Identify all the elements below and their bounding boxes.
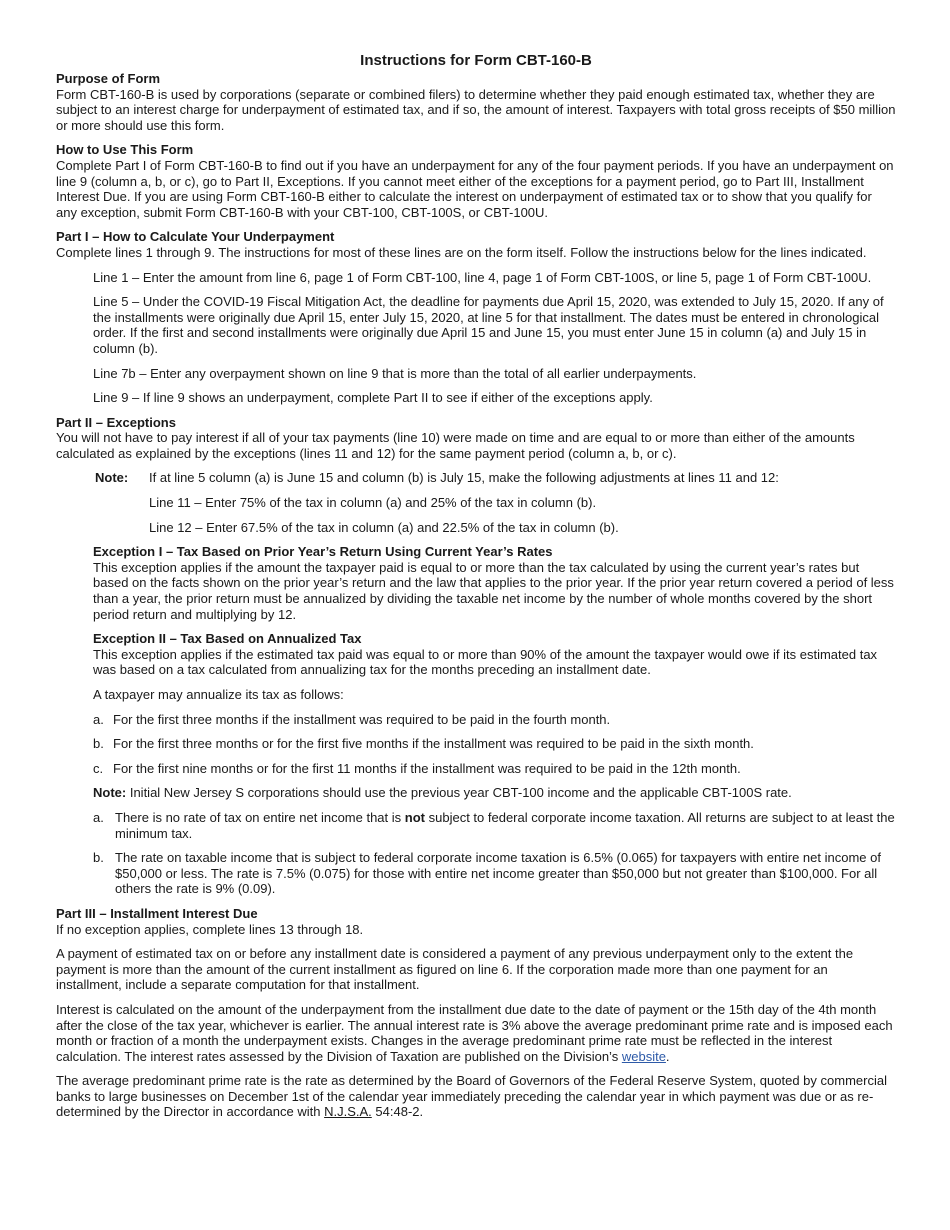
part1-heading: Part I – How to Calculate Your Underpayment <box>56 229 335 245</box>
part3-para2-text: Interest is calculated on the amount of the underpayment from the installment due date to the date of payment or the 15th day of the 4th month after the close of the tax year, whichever is earlier. The annual interest rate is 3% above the average predominant prime rate and is imposed each month or fraction of a month the underpayment exists. Changes in the average predominant prime rate must be reflected in the interest calculation. The interest rates assessed by the Division of Taxation are published on the Division’s <box>56 1001 893 1064</box>
part2-intro: You will not have to pay interest if all of your tax payments (line 10) were made on time and are equal to or more than either of the amounts calculated as explained by the exceptions (lines 11 and 12) for the same payment period (column a, b, or c). <box>56 430 855 461</box>
rate-a-bold: not <box>404 809 425 825</box>
part1-line9: Line 9 – If line 9 shows an underpayment, complete Part II to see if either of the exceptions apply. <box>93 390 653 406</box>
part2-line11: Line 11 – Enter 75% of the tax in column (a) and 25% of the tax in column (b). <box>149 495 597 511</box>
list-item <box>93 761 896 777</box>
rate-b-text: The rate on taxable income that is subject to federal corporate income taxation is 6.5% (0.065) for taxpayers with entire net income of $50,000 or less. The rate is 7.5% (0.075) for those with entire net income greater than $50,000 but not greater than $100,000. For all others the rate is 9% (0.09). <box>115 850 881 897</box>
list-marker: a. <box>93 809 104 825</box>
note-label: Note: <box>95 470 129 486</box>
part3-section <box>56 906 896 1120</box>
part3-para2-end: . <box>665 1048 670 1064</box>
purpose-section <box>56 71 896 133</box>
part3-para3-end: 54:48-2. <box>375 1104 424 1120</box>
list-text: For the first three months if the installment was required to be paid in the fourth month. <box>113 711 611 727</box>
how-to-use-section <box>56 142 896 220</box>
list-marker: b. <box>93 850 104 866</box>
exception1-heading: Exception I – Tax Based on Prior Year’s Return Using Current Year’s Rates <box>93 544 553 560</box>
rate-a-pre: There is no rate of tax on entire net income that is <box>115 809 402 825</box>
part1-line1: Line 1 – Enter the amount from line 6, page 1 of Form CBT-100, line 4, page 1 of Form CBT-100S, or line 5, page 1 of Form CBT-100U. <box>93 269 872 285</box>
page-title: Instructions for Form CBT-160-B <box>360 52 592 69</box>
rate-a-text <box>115 810 896 841</box>
rate-item-a <box>93 810 896 841</box>
exception2-text: This exception applies if the estimated tax paid was equal to or more than 90% of the amount the taxpayer would owe if its estimated tax was based on a tax calculated from annualizing tax for the months preceding an installment date. <box>93 646 878 678</box>
rate-a-post: subject to federal corporate income taxation. All returns are subject to at least the minimum tax. <box>115 809 895 841</box>
note2-label: Note: <box>93 785 127 801</box>
list-text: For the first three months or for the first five months if the installment was required to be paid in the sixth month. <box>113 736 754 752</box>
part2-line12: Line 12 – Enter 67.5% of the tax in column (a) and 22.5% of the tax in column (b). <box>149 519 619 535</box>
division-website-link[interactable]: website <box>621 1048 666 1064</box>
note2-text: Initial New Jersey S corporations should use the previous year CBT-100 income and the applicable CBT-100S rate. <box>129 785 792 801</box>
part3-intro: If no exception applies, complete lines 13 through 18. <box>56 921 364 937</box>
part3-para3-text: The average predominant prime rate is the rate as determined by the Board of Governors of the Federal Reserve System, quoted by commercial banks to large businesses on December 1st of the calendar year immediately preceding the calendar year in which payment was due or as re-determined by the Director in accordance with <box>56 1073 887 1120</box>
part3-para2 <box>56 1002 896 1064</box>
note-text: If at line 5 column (a) is June 15 and column (b) is July 15, make the following adjustments at lines 11 and 12: <box>149 470 779 486</box>
exception2 <box>93 631 896 678</box>
how-to-use-heading: How to Use This Form <box>56 142 194 158</box>
document-page <box>56 52 896 1129</box>
purpose-text: Form CBT-160-B is used by corporations (separate or combined filers) to determine whether they paid enough estimated tax, whether they are subject to an interest charge for underpayment of estimated tax, and if so, the amount of interest. Taxpayers with total gross receipts of $50 million or more should use this form. <box>56 86 896 133</box>
list-item <box>93 712 896 728</box>
part2-section <box>56 415 896 897</box>
rate-item-b <box>93 850 896 897</box>
how-to-use-text: Complete Part I of Form CBT-160-B to find out if you have an underpayment for any of the four payment periods. If you have an underpayment on line 9 (column a, b, or c), go to Part II, Exceptions. If you cannot meet either of the exceptions for a payment period, go to Part III, Installment Interest Due. If you are using Form CBT-160-B either to calculate the interest on underpayment of estimated tax or to show that you qualify for any exception, submit Form CBT-160-B with your CBT-100, CBT-100S, or CBT-100U. <box>56 157 894 220</box>
part3-heading: Part III – Installment Interest Due <box>56 905 258 921</box>
list-marker: b. <box>93 736 104 752</box>
part1-intro: Complete lines 1 through 9. The instructions for most of these lines are on the form itself. Follow the instructions below for the lines indicated. <box>56 244 867 260</box>
part3-para1: A payment of estimated tax on or before any installment date is considered a payment of any previous underpayment only to the extent the payment is more than the amount of the current installment as figured on line 6. If the corporation made more than one payment for an installment, include a separate computation for that installment. <box>56 946 854 993</box>
list-item <box>93 736 896 752</box>
exception1 <box>93 544 896 622</box>
list-marker: c. <box>93 760 104 776</box>
part2-note <box>95 470 896 486</box>
annualize-intro: A taxpayer may annualize its tax as follows: <box>93 687 344 702</box>
exception2-heading: Exception II – Tax Based on Annualized Tax <box>93 631 362 647</box>
njsa-reference: N.J.S.A. <box>324 1104 372 1120</box>
part2-heading: Part II – Exceptions <box>56 414 176 430</box>
part1-line5: Line 5 – Under the COVID-19 Fiscal Mitigation Act, the deadline for payments due April 15, 2020, was extended to July 15, 2020. If any of the installments were originally due April 15, enter July 15, 2020, at line 5 for that installment. The dates must be entered in chronological order. If the first and second installments were originally due April 15 and June 15, you must enter June 15 in column (a) and July 15 in column (b). <box>93 294 884 356</box>
list-text: For the first nine months or for the first 11 months if the installment was required to be paid in the 12th month. <box>113 760 741 776</box>
exception1-text: This exception applies if the amount the taxpayer paid is equal to or more than the tax calculated by using the current year’s rates but based on the facts shown on the prior year’s return and the law that applies to the prior year. If the prior year return covered a period of less than a year, the prior return must be annualized by dividing the taxable net income by the number of whole months covered by the short period return and multiplying by 12. <box>93 559 894 622</box>
purpose-heading: Purpose of Form <box>56 71 161 86</box>
part1-section <box>56 229 896 405</box>
part3-para3 <box>56 1073 896 1120</box>
list-marker: a. <box>93 711 104 727</box>
part1-line7b: Line 7b – Enter any overpayment shown on line 9 that is more than the total of all earlier underpayments. <box>93 365 697 381</box>
note2 <box>93 785 896 801</box>
